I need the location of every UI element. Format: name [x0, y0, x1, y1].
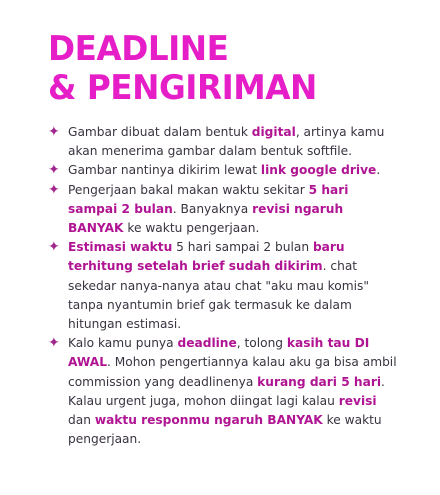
info-list — [48, 123, 400, 449]
list-item-text — [68, 240, 369, 331]
body-text: . — [376, 163, 381, 178]
list-item-text — [68, 183, 348, 235]
list-item — [48, 161, 400, 180]
body-text: . Kalau urgent juga, mohon diingat lagi kalau — [68, 374, 385, 408]
list-item-text — [68, 163, 380, 177]
highlight-text: revisi ngaruh BANYAK — [68, 201, 344, 236]
body-text: Kalo kamu punya — [68, 336, 178, 351]
body-text: . Mohon pengertiannya kalau aku ga bisa ambil commission yang deadlinenya — [68, 355, 397, 389]
body-text: . Banyaknya — [172, 201, 253, 216]
list-item — [48, 238, 400, 334]
list-item — [48, 123, 400, 161]
body-text: 5 hari sampai 2 bulan — [172, 240, 313, 255]
body-text: Gambar dibuat dalam bentuk — [68, 125, 252, 139]
body-text: dan — [68, 413, 95, 428]
list-item — [48, 181, 400, 239]
sparkle-bullet-icon: ✦ — [48, 162, 60, 179]
body-text: Gambar nantinya dikirim lewat — [68, 163, 261, 178]
highlight-text: baru terhitung setelah brief sudah dikirim — [68, 240, 345, 274]
body-text: ke waktu pengerjaan. — [68, 413, 382, 447]
body-text: . chat sekedar nanya-nanya atau chat "aku mau komis" tanpa nyantumin brief gak termasuk ke dalam hitungan estimasi. — [68, 259, 369, 332]
body-text: , artinya kamu akan menerima gambar dalam bentuk softfile. — [68, 125, 385, 159]
page-title — [48, 30, 317, 108]
highlight-text: digital — [251, 125, 296, 139]
sparkle-bullet-icon: ✦ — [48, 335, 60, 352]
highlight-text: waktu responmu ngaruh BANYAK — [94, 413, 323, 428]
body-text: ke waktu pengerjaan. — [123, 221, 260, 236]
list-item — [48, 334, 400, 449]
highlight-text: link google drive — [260, 163, 377, 178]
title-line-2: & PENGIRIMAN — [48, 68, 317, 108]
sparkle-bullet-icon: ✦ — [48, 181, 60, 198]
highlight-text: kurang dari 5 hari — [257, 374, 382, 389]
title-line-1: DEADLINE — [48, 29, 229, 69]
body-text: , tolong — [236, 336, 287, 351]
highlight-text: deadline — [177, 336, 237, 351]
highlight-text: kasih tau DI AWAL — [68, 336, 370, 370]
list-item-text — [68, 336, 397, 446]
list-item-text — [68, 125, 384, 158]
sparkle-bullet-icon: ✦ — [48, 124, 60, 140]
body-text: Pengerjaan bakal makan waktu sekitar — [68, 182, 309, 197]
highlight-text: revisi — [338, 393, 377, 408]
sparkle-bullet-icon: ✦ — [48, 239, 60, 256]
highlight-text: 5 hari sampai 2 bulan — [68, 182, 349, 216]
highlight-text: Estimasi waktu — [68, 240, 173, 255]
